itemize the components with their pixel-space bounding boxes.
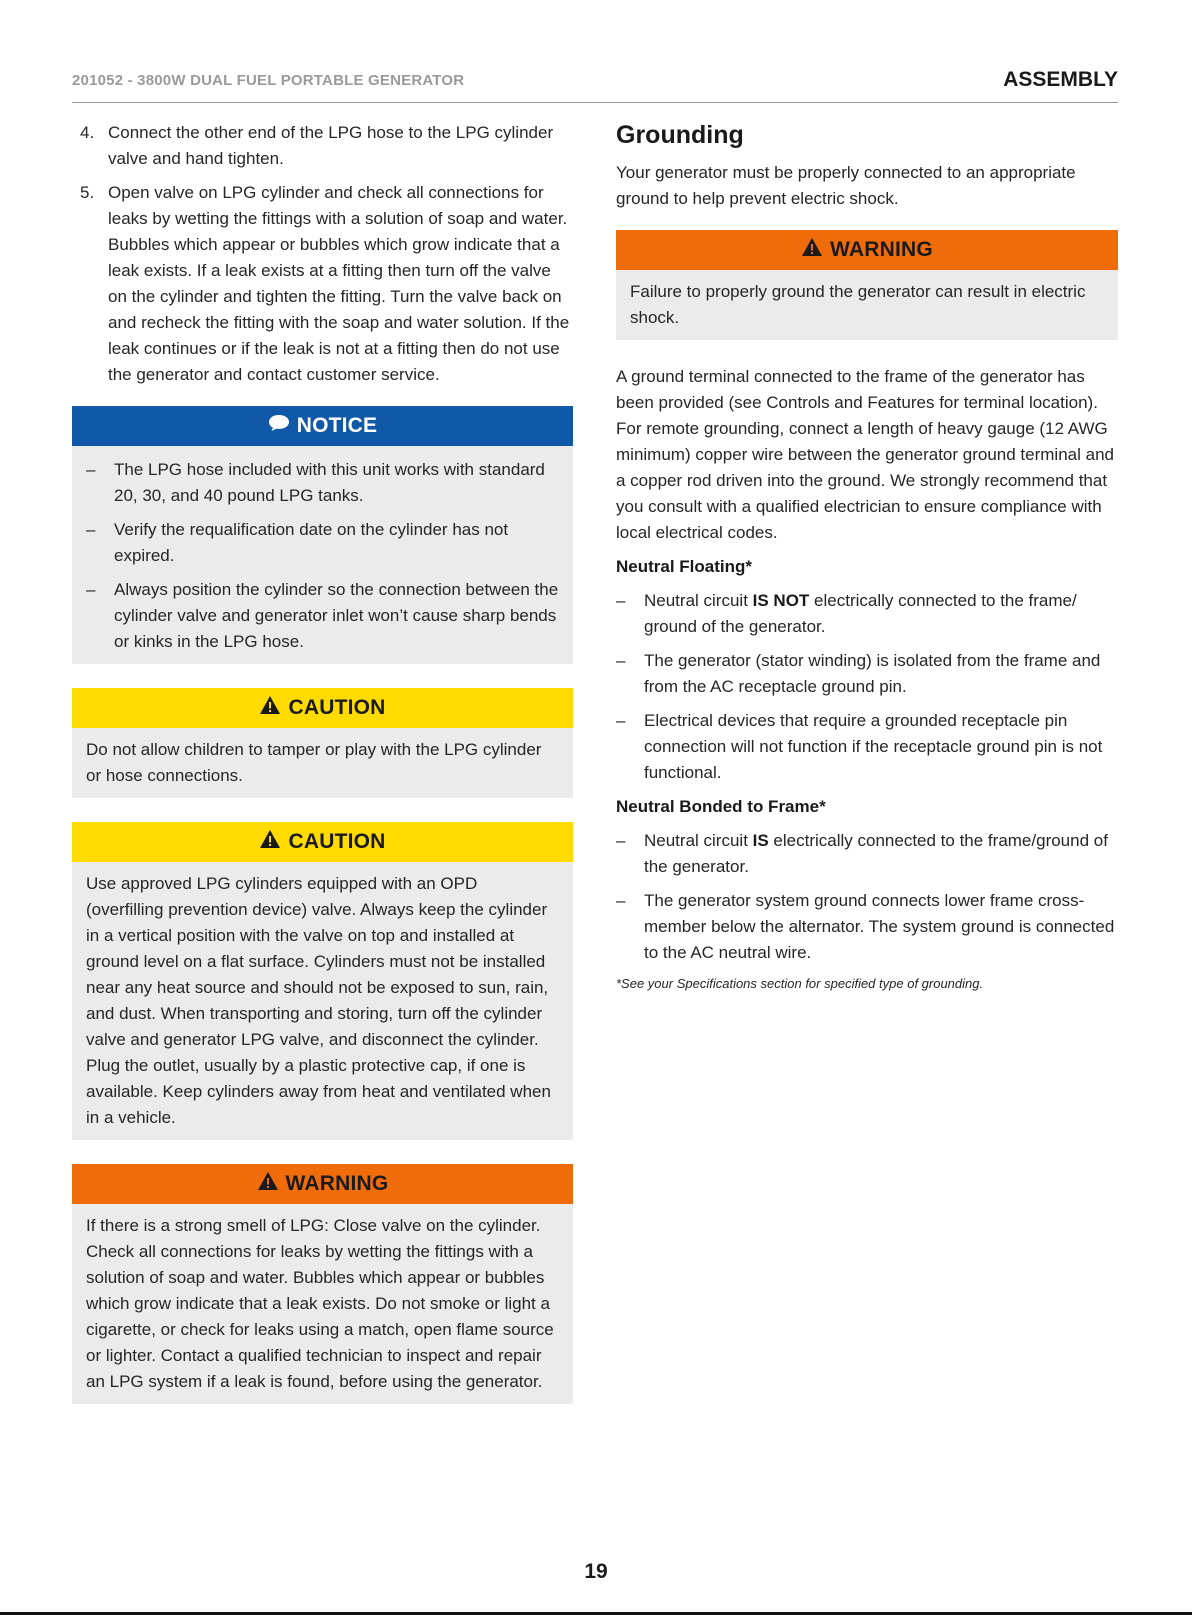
list-item: – The generator (stator winding) is isolated from the frame and from the AC receptacle ground pin.: [616, 651, 1101, 696]
document-title: 201052 - 3800W DUAL FUEL PORTABLE GENERATOR: [72, 72, 465, 89]
step-number: 5.: [80, 183, 95, 202]
list-item: – The LPG hose included with this unit works with standard 20, 30, and 40 pound LPG tanks.: [86, 457, 559, 509]
notice-item: Verify the requalification date on the cylinder has not expired.: [114, 520, 509, 565]
page-number: 19: [584, 1560, 608, 1583]
emphasis-text: IS NOT: [752, 591, 810, 610]
warning-text: If there is a strong smell of LPG: Close valve on the cylinder. Check all connections for leaks by wetting the fittings with a solution of soap and water. Bubbles which appear or bubbles which grow indicate that a leak exists. Do not smoke or light a cigarette, or check for leaks using a match, open flame source or lighter. Contact a qualified technician to inspect and repair an LPG system if a leak is found, before using the generator.: [86, 1216, 554, 1391]
warning-triangle-icon: [801, 237, 823, 263]
neutral-floating-list: [616, 588, 1118, 786]
caution-bar: [72, 688, 573, 728]
warning-text: Failure to properly ground the generator can result in electric shock.: [630, 282, 1086, 327]
warning-triangle-icon: [259, 695, 281, 721]
warning-body: [72, 1204, 573, 1404]
notice-body: [72, 446, 573, 664]
warning-triangle-icon: [257, 1171, 279, 1197]
list-item: – Always position the cylinder so the connection between the cylinder valve and generator inlet won’t cause sharp bends or kinks in the LPG hose.: [86, 577, 559, 655]
section-heading: Grounding: [616, 121, 744, 149]
bottom-rule: [0, 1612, 1192, 1615]
caution-box: [72, 688, 573, 798]
caution-label: CAUTION: [288, 696, 386, 719]
warning-label: WARNING: [830, 238, 933, 261]
page-header: [72, 70, 1118, 103]
list-item: – Verify the requalification date on the cylinder has not expired.: [86, 517, 559, 569]
list-item: – Electrical devices that require a grounded receptacle pin connection will not function if the receptacle ground pin is not functional.: [616, 711, 1103, 782]
warning-bar: [616, 230, 1118, 270]
speech-bubble-icon: [268, 414, 290, 438]
step-item: [80, 180, 573, 388]
list-item: – The generator system ground connects lower frame cross-member below the alternator. The system ground is connected to the AC neutral wire.: [616, 891, 1115, 962]
left-column: [72, 120, 573, 1404]
caution-text: Use approved LPG cylinders equipped with an OPD (overfilling prevention device) valve. Always keep the cylinder in a vertical position with the valve on top and installed at ground level on a flat surface. Cylinders must not be installed near any heat source and should not be exposed to sun, rain, and dust. When transporting and storing, turn off the cylinder valve and generator LPG valve, and disconnect the cylinder. Plug the outlet, usually by a plastic protective cap, if one is available. Keep cylinders away from heat and ventilated when in a vehicle.: [86, 874, 551, 1127]
neutral-bonded-list: [616, 828, 1118, 966]
step-item: [80, 120, 573, 172]
notice-item: Always position the cylinder so the connection between the cylinder valve and generator inlet won’t cause sharp bends or kinks in the LPG hose.: [114, 580, 559, 651]
warning-bar: [72, 1164, 573, 1204]
intro-text: Your generator must be properly connected to an appropriate ground to help prevent electric shock.: [616, 163, 1076, 208]
subheading-neutral-bonded: Neutral Bonded to Frame*: [616, 797, 826, 816]
notice-bar: [72, 406, 573, 446]
notice-list: [86, 455, 559, 655]
warning-label: WARNING: [285, 1172, 389, 1195]
assembly-steps: [72, 120, 573, 388]
caution-label: CAUTION: [288, 830, 386, 853]
caution-body: [72, 862, 573, 1140]
step-text: Open valve on LPG cylinder and check all connections for leaks by wetting the fittings with a solution of soap and water. Bubbles which appear or bubbles which grow indicate that a leak exists. If a leak exists at a fitting then turn off the valve on the cylinder and tighten the fitting. Turn the valve back on and recheck the fitting with the soap and water solution. If the leak continues or if the leak is not at a fitting then do not use the generator and contact customer service.: [108, 183, 570, 384]
warning-triangle-icon: [259, 829, 281, 855]
footnote: *See your Specifications section for specified type of grounding.: [616, 976, 984, 991]
caution-bar: [72, 822, 573, 862]
warning-box: [72, 1164, 573, 1404]
caution-box: [72, 822, 573, 1140]
subheading-neutral-floating: Neutral Floating*: [616, 557, 753, 576]
list-item: – Neutral circuit IS electrically connected to the frame/ground of the generator.: [616, 831, 1108, 876]
right-column: [616, 120, 1118, 994]
caution-body: [72, 728, 573, 798]
step-number: 4.: [80, 123, 95, 142]
warning-box: [616, 230, 1118, 340]
warning-body: [616, 270, 1118, 340]
notice-box: [72, 406, 573, 664]
list-item: – Neutral circuit IS NOT electrically connected to the frame/ ground of the generator.: [616, 591, 1077, 636]
step-text: Connect the other end of the LPG hose to the LPG cylinder valve and hand tighten.: [108, 123, 554, 168]
notice-item: The LPG hose included with this unit works with standard 20, 30, and 40 pound LPG tanks.: [114, 460, 545, 505]
notice-label: NOTICE: [296, 414, 378, 437]
grounding-paragraph: A ground terminal connected to the frame of the generator has been provided (see Controls and Features for terminal location). For remote grounding, connect a length of heavy gauge (12 AWG minimum) copper wire between the generator ground terminal and a copper rod driven into the ground. We strongly recommend that you consult with a qualified electrician to ensure compliance with local electrical codes.: [616, 367, 1114, 542]
section-title: ASSEMBLY: [1003, 68, 1118, 91]
emphasis-text: IS: [752, 831, 769, 850]
caution-text: Do not allow children to tamper or play with the LPG cylinder or hose connections.: [86, 740, 542, 785]
